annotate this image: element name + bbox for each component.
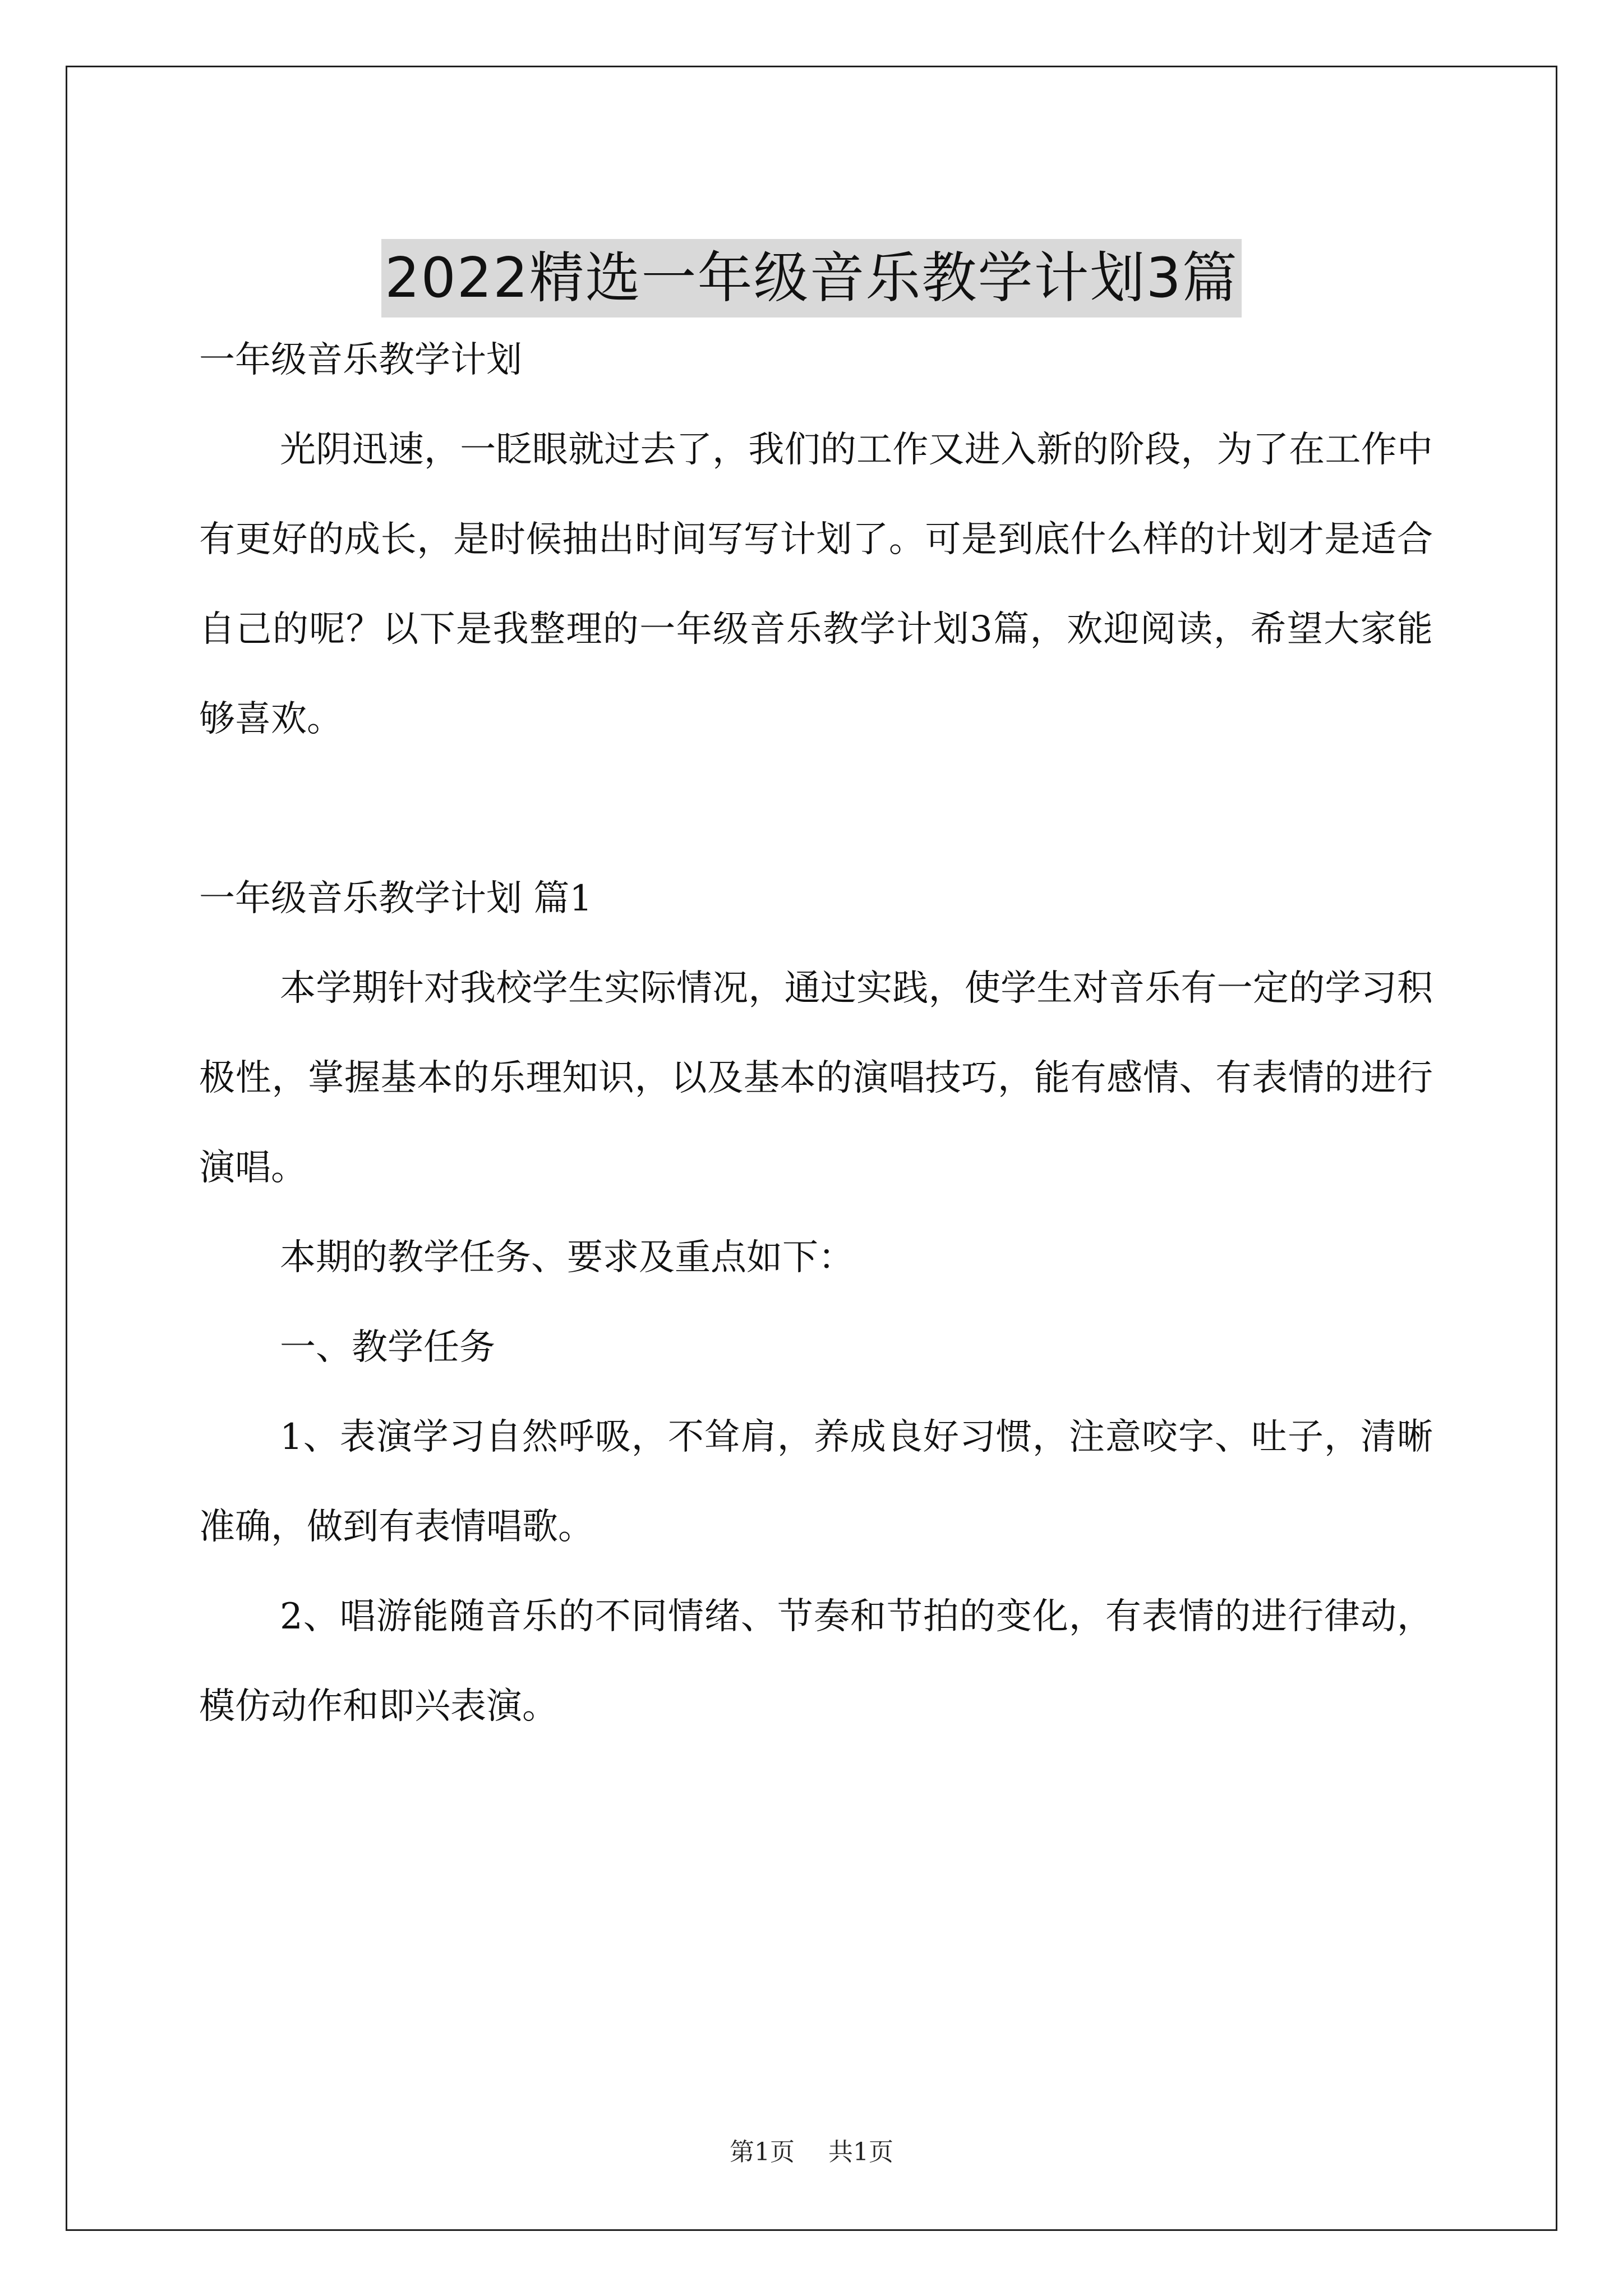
body-paragraph: 本学期针对我校学生实际情况，通过实践，使学生对音乐有一定的学习积极性，掌握基本的乐理知识，以及基本的演唱技巧，能有感情、有表情的进行演唱。 bbox=[199, 968, 1433, 1189]
section-heading: 一年级音乐教学计划 篇1 bbox=[199, 878, 593, 919]
body-paragraph: 一、教学任务 bbox=[280, 1327, 495, 1368]
section-spacer bbox=[199, 764, 1433, 854]
page-total: 共1页 bbox=[828, 2138, 893, 2166]
intro-paragraph: 光阴迅速，一眨眼就过去了，我们的工作又进入新的阶段，为了在工作中有更好的成长，是时候抽出时间写写计划了。可是到底什么样的计划才是适合自己的呢？以下是我整理的一年级音乐教学计划3篇，欢迎阅读，希望大家能够喜欢。 bbox=[199, 429, 1433, 740]
body-paragraph: 2、唱游能随音乐的不同情绪、节奏和节拍的变化，有表情的进行律动，模仿动作和即兴表演。 bbox=[199, 1596, 1433, 1727]
page-number: 第1页 bbox=[730, 2138, 795, 2166]
document-title: 2022精选一年级音乐教学计划3篇 bbox=[381, 239, 1242, 318]
page-footer bbox=[0, 2132, 1623, 2168]
document-body bbox=[199, 315, 1433, 1751]
intro-heading: 一年级音乐教学计划 bbox=[199, 339, 522, 381]
body-paragraph: 1、表演学习自然呼吸，不耸肩，养成良好习惯，注意咬字、吐子，清晰准确，做到有表情唱歌。 bbox=[199, 1416, 1433, 1548]
body-paragraph: 本期的教学任务、要求及重点如下： bbox=[280, 1237, 854, 1278]
